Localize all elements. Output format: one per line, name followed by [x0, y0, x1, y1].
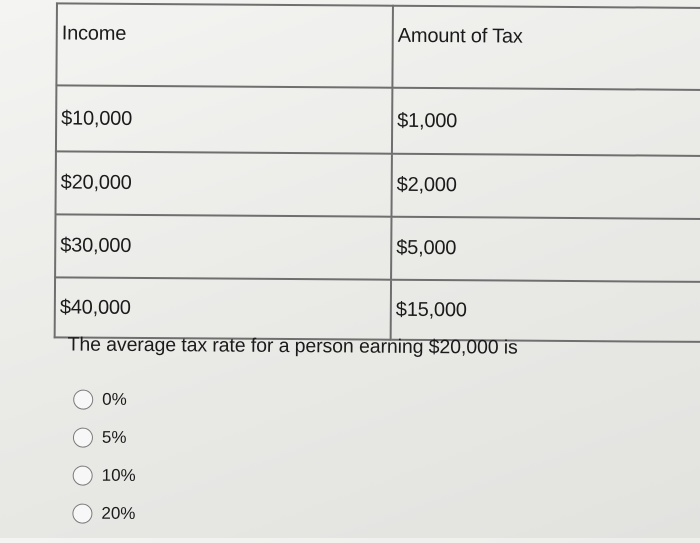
header-income: Income — [56, 3, 393, 87]
header-amount-of-tax: Amount of Tax — [392, 6, 700, 90]
option-0-percent[interactable] — [73, 381, 136, 419]
income-cell: $10,000 — [56, 85, 392, 153]
radio-button[interactable] — [73, 390, 93, 410]
tax-table — [54, 2, 700, 343]
option-10-percent[interactable] — [73, 457, 136, 495]
option-label: 10% — [101, 465, 136, 485]
table-row — [56, 151, 700, 219]
option-label: 5% — [101, 427, 127, 447]
option-label: 0% — [102, 389, 127, 409]
table-row — [56, 85, 700, 156]
radio-button[interactable] — [72, 504, 92, 524]
income-cell: $40,000 — [55, 277, 391, 339]
table-row — [55, 214, 700, 282]
option-5-percent[interactable] — [73, 419, 136, 457]
option-label: 20% — [101, 503, 136, 523]
option-20-percent[interactable] — [72, 495, 135, 533]
tax-cell: $1,000 — [392, 88, 700, 156]
tax-cell: $15,000 — [391, 280, 700, 342]
radio-button[interactable] — [73, 466, 93, 486]
question-text: The average tax rate for a person earning $20,000 is — [67, 333, 518, 359]
tax-cell: $5,000 — [391, 217, 700, 282]
table-header-row — [56, 3, 700, 90]
answer-options — [72, 381, 136, 533]
income-cell: $20,000 — [56, 151, 392, 216]
income-cell: $30,000 — [55, 214, 391, 279]
table-row — [55, 277, 700, 342]
tax-cell: $2,000 — [391, 154, 700, 219]
radio-button[interactable] — [73, 428, 93, 448]
